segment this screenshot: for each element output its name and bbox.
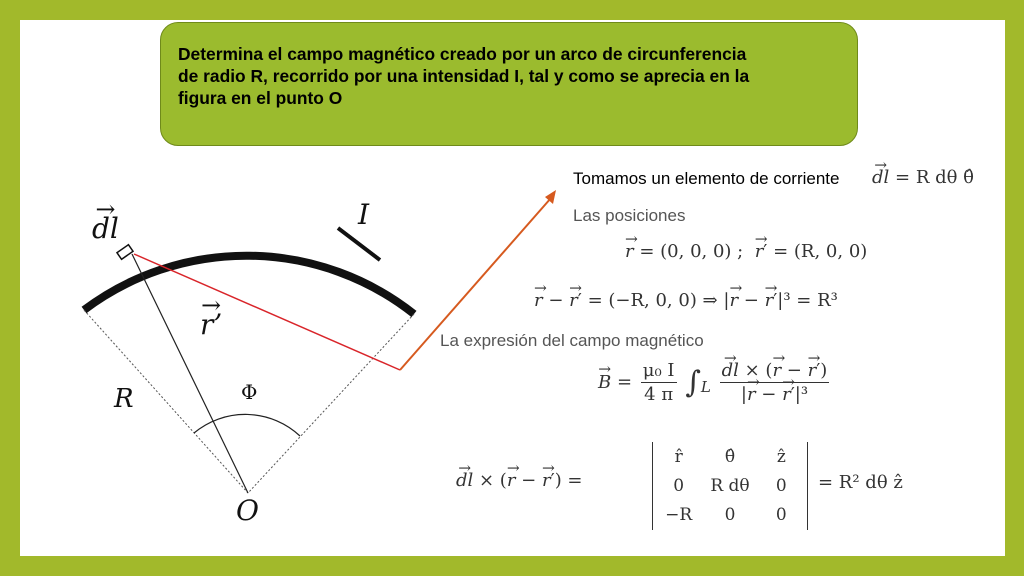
current-element-text: Tomamos un elemento de corriente xyxy=(573,169,840,188)
eq-positions: → r = (0, 0, 0) ; → r′ = (R, 0, 0) xyxy=(625,241,867,262)
eq-dl: → dl = R dθ θ̂ xyxy=(872,167,974,188)
current-arc xyxy=(84,256,414,314)
current-arrow xyxy=(338,228,380,260)
eq-difference: → r − → r′ = (−R, 0, 0) ⇒ |→ r − → r′|³ = R³ xyxy=(534,290,838,311)
det-row-2: 0 R dθ 0 xyxy=(673,475,787,496)
det-row-3: −R 0 0 xyxy=(665,504,787,525)
field-expression-text: La expresión del campo magnético xyxy=(440,331,704,350)
eq-cross-rhs: = R² dθ ẑ xyxy=(818,472,903,493)
determinant-matrix xyxy=(652,442,808,530)
radius-left xyxy=(84,310,248,493)
det-row-1: r̂ θ̂ ẑ xyxy=(674,446,786,467)
eq-cross-lhs: → dl × (→ r − → r′) = xyxy=(456,470,583,491)
label-current-I: I xyxy=(358,198,370,231)
angle-arc xyxy=(194,414,300,436)
label-origin-O: O xyxy=(236,494,259,527)
red-connector xyxy=(134,254,400,370)
label-r-prime: → r’ xyxy=(200,308,222,341)
dl-element xyxy=(117,245,133,260)
label-radius-R: R xyxy=(114,384,134,414)
positions-text: Las posiciones xyxy=(573,206,686,225)
eq-biot-savart: → B = $\frac{\text{μ₀ I}}{4 \pi}$ $\int_L$ → $\frac{dl \times (\to r - \to r')}{\text{|→ r − → r′|³}}$ xyxy=(598,360,832,405)
label-angle-phi: Φ xyxy=(241,380,258,404)
label-dl: → dl xyxy=(92,212,119,245)
radius-right xyxy=(248,314,414,493)
problem-statement: Determina el campo magnético creado por un arco de circunferencia de radio R, recorrido por una intensidad I, tal y como se aprecia en la figura en el punto O xyxy=(160,22,858,146)
r-prime-line xyxy=(132,254,248,493)
